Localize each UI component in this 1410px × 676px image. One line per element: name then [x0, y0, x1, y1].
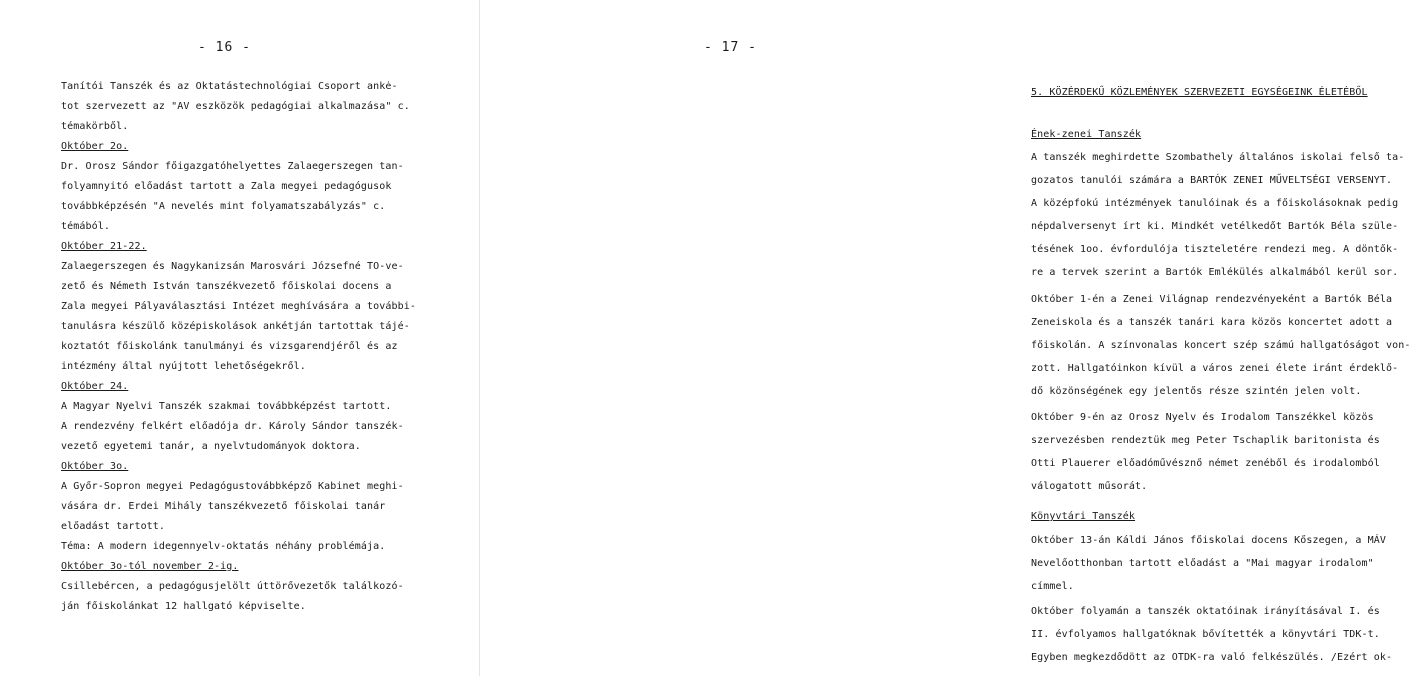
section-heading: Október 21-22. [61, 241, 147, 252]
text-line: A középfokú intézmények tanulóinak és a főiskolásoknak pedig [1031, 198, 1399, 209]
text-line: A Magyar Nyelvi Tanszék szakmai továbbképzést tartott. [61, 401, 392, 412]
text-line: zető és Németh István tanszékvezető főiskolai docens a [61, 281, 392, 292]
text-line: koztatót főiskolánk tanulmányi és vizsgarendjéről és az [61, 341, 398, 352]
text-line: Október 13-án Káldi János főiskolai docens Kőszegen, a MÁV [1031, 535, 1386, 546]
text-line: Október 9-én az Orosz Nyelv és Irodalom Tanszékkel közös [1031, 412, 1374, 423]
text-line: Október folyamán a tanszék oktatóinak irányításával I. és [1031, 606, 1380, 617]
text-line: tot szervezett az "AV eszközök pedagógiai alkalmazása" c. [61, 101, 410, 112]
text-line: gozatos tanulói számára a BARTÓK ZENEI MŰVELTSÉGI VERSENYT. [1031, 175, 1393, 186]
text-line: előadást tartott. [61, 521, 166, 532]
text-line: Egyben megkezdődött az OTDK-ra való felkészülés. /Ezért ok- [1031, 652, 1393, 663]
text-line: Zalaegerszegen és Nagykanizsán Marosvári Józsefné TO-ve- [61, 261, 404, 272]
text-line: címmel. [1031, 581, 1074, 592]
text-line: tanulásra készülő középiskolások ankétján tartottak tájé- [61, 321, 410, 332]
section-heading: Ének-zenei Tanszék [1031, 129, 1142, 140]
section-heading: Október 3o-tól november 2-ig. [61, 561, 239, 572]
text-line: főiskolán. A színvonalas koncert szép számú hallgatóságot von- [1031, 340, 1410, 351]
text-line: továbbképzésén "A nevelés mint folyamatszabályzás" c. [61, 201, 386, 212]
left-page [0, 0, 480, 676]
text-line: témakörből. [61, 121, 129, 132]
text-line: Október 1-én a Zenei Világnap rendezvényeként a Bartók Béla [1031, 294, 1393, 305]
section-heading: Október 2o. [61, 141, 129, 152]
page-number: - 16 - [198, 40, 251, 55]
text-line: A Győr-Sopron megyei Pedagógustovábbképző Kabinet meghi- [61, 481, 404, 492]
text-line: Zala megyei Pályaválasztási Intézet meghívására a további- [61, 301, 416, 312]
text-line: folyamnyitó előadást tartott a Zala megyei pedagógusok [61, 181, 392, 192]
text-line: zott. Hallgatóinkon kívül a város zenei élete iránt érdeklő- [1031, 363, 1399, 374]
section-heading: 5. KÖZÉRDEKŰ KÖZLEMÉNYEK SZERVEZETI EGYSÉGEINK ÉLETÉBŐL [1031, 87, 1368, 98]
text-line: Téma: A modern idegennyelv-oktatás néhány problémája. [61, 541, 386, 552]
text-line: A tanszék meghirdette Szombathely általános iskolai felső ta- [1031, 152, 1405, 163]
text-line: Zeneiskola és a tanszék tanári kara közös koncertet adott a [1031, 317, 1393, 328]
text-line: re a tervek szerint a Bartók Emlékülés alkalmából kerül sor. [1031, 267, 1399, 278]
text-line: témából. [61, 221, 110, 232]
text-line: Csillebércen, a pedagógusjelölt úttörővezetők találkozó- [61, 581, 404, 592]
text-line: szervezésben rendeztük meg Peter Tschaplik baritonista és [1031, 435, 1380, 446]
text-line: A rendezvény felkért előadója dr. Károly Sándor tanszék- [61, 421, 404, 432]
section-heading: Könyvtári Tanszék [1031, 511, 1136, 522]
text-line: Nevelőotthonban tartott előadást a "Mai magyar irodalom" [1031, 558, 1374, 569]
text-line: Dr. Orosz Sándor főigazgatóhelyettes Zalaegerszegen tan- [61, 161, 404, 172]
text-line: Tanítói Tanszék és az Oktatástechnológiai Csoport ankė- [61, 81, 398, 92]
text-line: tésének 1oo. évfordulója tiszteletére rendezi meg. A döntők- [1031, 244, 1399, 255]
text-line: ján főiskolánkat 12 hallgató képviselte. [61, 601, 306, 612]
text-line: dő közönségének egy jelentős része szintén jelen volt. [1031, 386, 1362, 397]
section-heading: Október 3o. [61, 461, 129, 472]
text-line: válogatott műsorát. [1031, 481, 1148, 492]
section-heading: Október 24. [61, 381, 129, 392]
text-line: intézmény által nyújtott lehetőségekről. [61, 361, 306, 372]
page-number: - 17 - [704, 40, 757, 55]
text-line: népdalversenyt írt ki. Mindkét vetélkedőt Bartók Béla szüle- [1031, 221, 1399, 232]
right-page [480, 0, 1410, 676]
text-line: vezető egyetemi tanár, a nyelvtudományok doktora. [61, 441, 361, 452]
text-line: vására dr. Erdei Mihály tanszékvezető főiskolai tanár [61, 501, 386, 512]
text-line: II. évfolyamos hallgatóknak bővítették a könyvtári TDK-t. [1031, 629, 1380, 640]
text-line: Otti Plauerer előadóművésznő német zenéből és irodalomból [1031, 458, 1380, 469]
